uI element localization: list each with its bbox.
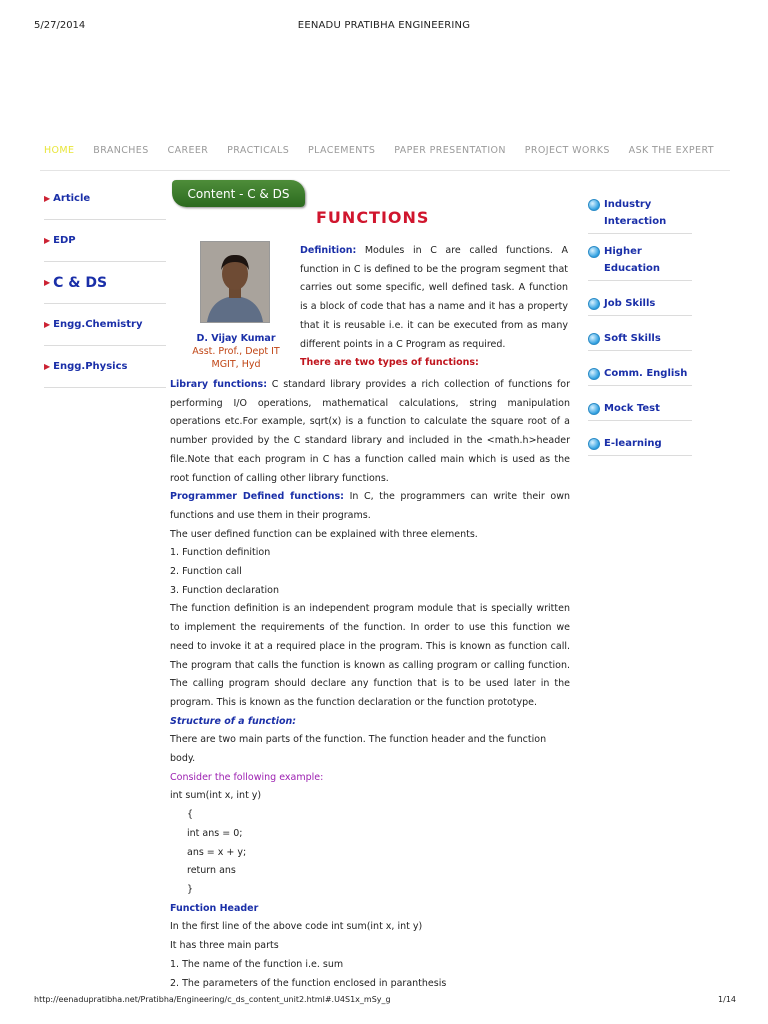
element-item: 1. Function definition [170, 547, 271, 559]
globe-icon [588, 199, 600, 211]
types-heading: There are two types of functions: [300, 357, 479, 369]
right-item-e-learning[interactable] [588, 434, 692, 456]
left-item-engg-chemistry[interactable] [44, 304, 166, 346]
globe-icon [588, 246, 600, 258]
left-item-c-ds[interactable] [44, 262, 166, 304]
udf-intro: The user defined function can be explained with three elements. [170, 528, 478, 540]
globe-icon [588, 368, 600, 380]
print-date: 5/27/2014 [34, 20, 86, 31]
page-title: FUNCTIONS [316, 208, 430, 227]
parts-intro: It has three main parts [170, 940, 279, 952]
part-item: 1. The name of the function i.e. sum [170, 958, 344, 970]
left-item-article[interactable] [44, 178, 166, 220]
nav-ask-the-expert[interactable]: ASK THE EXPERT [628, 145, 714, 156]
right-item-label: E-learning [604, 438, 662, 449]
print-title: EENADU PRATIBHA ENGINEERING [297, 20, 471, 31]
person-icon [201, 242, 269, 322]
author-role: Asst. Prof., Dept IT [192, 346, 280, 357]
nav-project-works[interactable]: PROJECT WORKS [524, 145, 610, 156]
right-item-label: Job Skills [604, 298, 656, 309]
right-sidebar [588, 195, 692, 456]
nav-career[interactable]: CAREER [167, 145, 209, 156]
code-line: int sum(int x, int y) [170, 790, 262, 802]
author-name: D. Vijay Kumar [196, 333, 276, 344]
bullet-icon: ▶ [44, 320, 51, 329]
example-label: Consider the following example: [170, 771, 324, 783]
right-item-label: Higher Education [604, 246, 660, 274]
nav-paper-presentation[interactable]: PAPER PRESENTATION [394, 145, 506, 156]
content-banner: Content - C & DS [172, 180, 305, 207]
right-item-industry-interaction[interactable] [588, 195, 692, 234]
left-sidebar [44, 178, 166, 388]
right-item-job-skills[interactable] [588, 294, 692, 316]
top-nav [44, 145, 714, 156]
nav-practicals[interactable]: PRACTICALS [227, 145, 290, 156]
footer-page: 1/14 [718, 995, 736, 1004]
part-item: 2. The parameters of the function enclosed in paranthesis [170, 977, 447, 989]
programmer-text: In C, the programmers can write their own functions and use them in their programs. [170, 491, 571, 521]
right-item-label: Mock Test [604, 403, 660, 414]
nav-home[interactable]: HOME [44, 145, 75, 156]
function-header-text: In the first line of the above code int sum(int x, int y) [170, 921, 423, 933]
right-item-label: Industry Interaction [604, 199, 667, 227]
globe-icon [588, 403, 600, 415]
globe-icon [588, 438, 600, 450]
left-item-edp[interactable] [44, 220, 166, 262]
left-item-engg-physics[interactable] [44, 346, 166, 388]
author-photo [200, 241, 270, 323]
structure-heading: Structure of a function: [170, 715, 297, 727]
library-label: Library functions: [170, 379, 267, 390]
globe-icon [588, 333, 600, 345]
right-item-mock-test[interactable] [588, 399, 692, 421]
structure-text: There are two main parts of the function. The function header and the function body. [170, 734, 547, 765]
code-line: return ans [187, 865, 236, 877]
right-item-soft-skills[interactable] [588, 329, 692, 351]
definition-body: Modules in C are called functions. A function in C is defined to be the program segment that carries out some specific, well defined task. A function is a block of code that has a name and it has a property that it is reusable i.e. it can be executed from as many different points in a C Program as required. [300, 245, 568, 350]
code-line: int ans = 0; [187, 827, 243, 839]
left-item-label: Engg.Physics [53, 361, 128, 372]
globe-icon [588, 298, 600, 310]
bullet-icon: ▶ [44, 236, 51, 245]
code-line: ans = x + y; [187, 846, 247, 858]
element-item: 3. Function declaration [170, 584, 279, 596]
definition-label: Definition: [300, 245, 357, 256]
code-line: } [187, 883, 194, 895]
definition-text [300, 242, 568, 373]
left-item-label: EDP [53, 235, 76, 246]
left-item-label: Engg.Chemistry [53, 319, 143, 330]
function-header-heading: Function Header [170, 902, 259, 914]
nav-divider [40, 170, 730, 171]
article-body [170, 376, 570, 993]
left-item-label: C & DS [53, 274, 108, 291]
right-item-label: Comm. English [604, 368, 688, 379]
library-paragraph [170, 376, 570, 488]
programmer-paragraph [170, 488, 570, 525]
programmer-label: Programmer Defined functions: [170, 491, 344, 503]
author-block [172, 332, 300, 371]
right-item-comm-english[interactable] [588, 364, 692, 386]
library-text: C standard library provides a rich collection of functions for performing I/O operations, mathematical calculations, string manipulation operations etc.For example, sqrt(x) is a function to calculate the square root of a number provided by the C standard library and included in the <math.h>header file.Note that each program in C has a function called main which is used as the root function of calling other library functions. [170, 379, 570, 484]
bullet-icon: ▶ [44, 278, 51, 287]
bullet-icon: ▶ [44, 194, 51, 203]
right-item-label: Soft Skills [604, 333, 661, 344]
nav-placements[interactable]: PLACEMENTS [308, 145, 376, 156]
footer-url: http://eenadupratibha.net/Pratibha/Engineering/c_ds_content_unit2.html#.U4S1x_mSy_g [34, 995, 391, 1004]
definition-paragraph: The function definition is an independent program module that is specially written to implement the requirements of the function. In order to use this function we need to invoke it at a required place in the program. This is known as function call. The program that calls the function is known as calling program or calling function. The calling program should declare any function that is to be used later in the program. This is known as the function declaration or the function prototype. [170, 603, 570, 708]
element-item: 2. Function call [170, 566, 242, 578]
bullet-icon: ▶ [44, 362, 51, 371]
right-item-higher-education[interactable] [588, 242, 692, 281]
code-line: { [187, 809, 194, 821]
nav-branches[interactable]: BRANCHES [93, 145, 149, 156]
author-org: MGIT, Hyd [211, 359, 261, 370]
left-item-label: Article [53, 193, 91, 204]
